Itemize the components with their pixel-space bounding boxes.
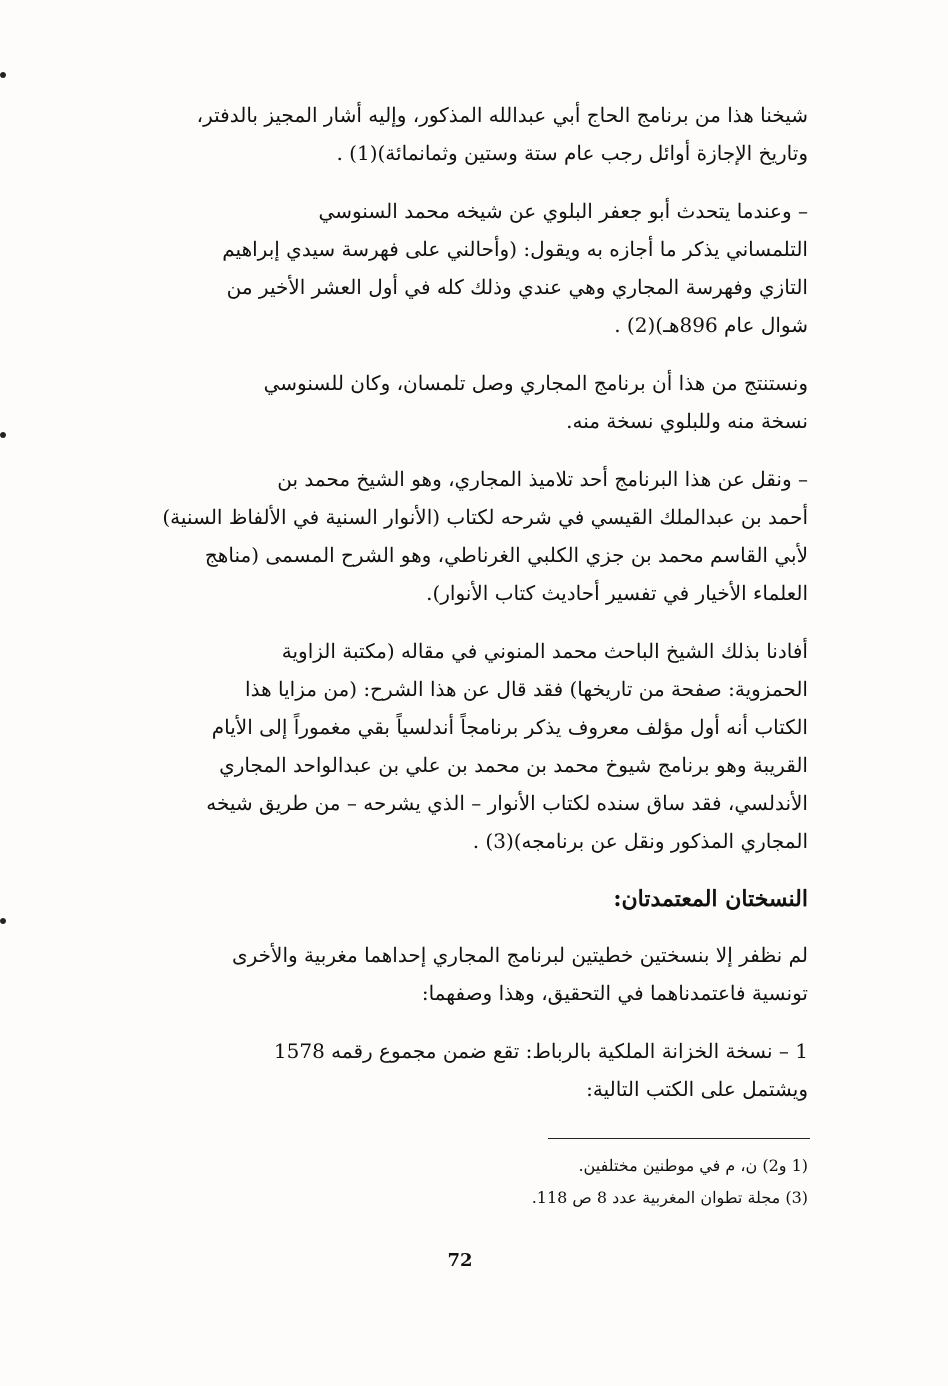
text-line: ونستنتج من هذا أن برنامج المجاري وصل تلمسان، وكان للسنوسي bbox=[263, 371, 808, 395]
text-line: أحمد بن عبدالملك القيسي في شرحه لكتاب (الأنوار السنية في الألفاظ السنية) bbox=[162, 505, 808, 529]
text-line: القريبة وهو برنامج شيوخ محمد بن محمد بن علي بن عبدالواحد المجاري bbox=[219, 753, 808, 777]
page-number: 72 bbox=[447, 1250, 473, 1271]
margin-mark bbox=[0, 72, 6, 78]
text-line: – وعندما يتحدث أبو جعفر البلوي عن شيخه محمد السنوسي bbox=[318, 199, 808, 223]
section-heading: النسختان المعتمدتان: bbox=[613, 886, 808, 912]
text-line: العلماء الأخيار في تفسير أحاديث كتاب الأنوار). bbox=[426, 581, 808, 605]
text-line: وتاريخ الإجازة أوائل رجب عام ستة وستين وثمانمائة)(1) . bbox=[336, 141, 808, 165]
text-line: الأندلسي، فقد ساق سنده لكتاب الأنوار – الذي يشرحه – من طريق شيخه bbox=[206, 791, 808, 815]
margin-mark bbox=[0, 432, 6, 438]
paragraph bbox=[108, 96, 808, 172]
paragraph bbox=[108, 192, 808, 344]
text-line: ويشتمل على الكتب التالية: bbox=[586, 1077, 808, 1101]
text-line: شوال عام 896هـ)(2) . bbox=[614, 313, 808, 337]
text-line: الحمزوية: صفحة من تاريخها) فقد قال عن هذا الشرح: (من مزايا هذا bbox=[245, 677, 808, 701]
text-line: لم نظفر إلا بنسختين خطيتين لبرنامج المجاري إحداهما مغربية والأخرى bbox=[231, 943, 808, 967]
text-line: لأبي القاسم محمد بن جزي الكلبي الغرناطي، وهو الشرح المسمى (مناهج bbox=[204, 543, 808, 567]
text-line: المجاري المذكور ونقل عن برنامجه)(3) . bbox=[472, 829, 808, 853]
page-body bbox=[108, 96, 808, 1128]
text-line: 1 – نسخة الخزانة الملكية بالرباط: تقع ضمن مجموع رقمه 1578 bbox=[273, 1039, 808, 1063]
text-line: أفادنا بذلك الشيخ الباحث محمد المنوني في مقاله (مكتبة الزاوية bbox=[281, 639, 808, 663]
text-line: شيخنا هذا من برنامج الحاج أبي عبدالله المذكور، وإليه أشار المجيز بالدفتر، bbox=[196, 103, 808, 127]
footnote: (1 و2) ن، م في موطنين مختلفين. bbox=[578, 1156, 808, 1175]
paragraph bbox=[108, 936, 808, 1012]
footnote-divider bbox=[548, 1138, 810, 1139]
text-line: تونسية فاعتمدناهما في التحقيق، وهذا وصفهما: bbox=[421, 981, 808, 1005]
text-line: التازي وفهرسة المجاري وهي عندي وذلك كله في أول العشر الأخير من bbox=[226, 275, 808, 299]
text-line: – ونقل عن هذا البرنامج أحد تلاميذ المجاري، وهو الشيخ محمد بن bbox=[277, 467, 808, 491]
paragraph bbox=[108, 364, 808, 440]
paragraph bbox=[108, 632, 808, 860]
text-line: التلمساني يذكر ما أجازه به ويقول: (وأحالني على فهرسة سيدي إبراهيم bbox=[222, 237, 808, 261]
margin-mark bbox=[0, 918, 6, 924]
paragraph bbox=[108, 1032, 808, 1108]
text-line: الكتاب أنه أول مؤلف معروف يذكر برنامجاً أندلسياً بقي مغموراً إلى الأيام bbox=[211, 715, 808, 739]
footnotes bbox=[300, 1150, 808, 1214]
footnote: (3) مجلة تطوان المغربية عدد 8 ص 118. bbox=[531, 1188, 808, 1207]
paragraph bbox=[108, 460, 808, 612]
text-line: نسخة منه وللبلوي نسخة منه. bbox=[566, 409, 808, 433]
